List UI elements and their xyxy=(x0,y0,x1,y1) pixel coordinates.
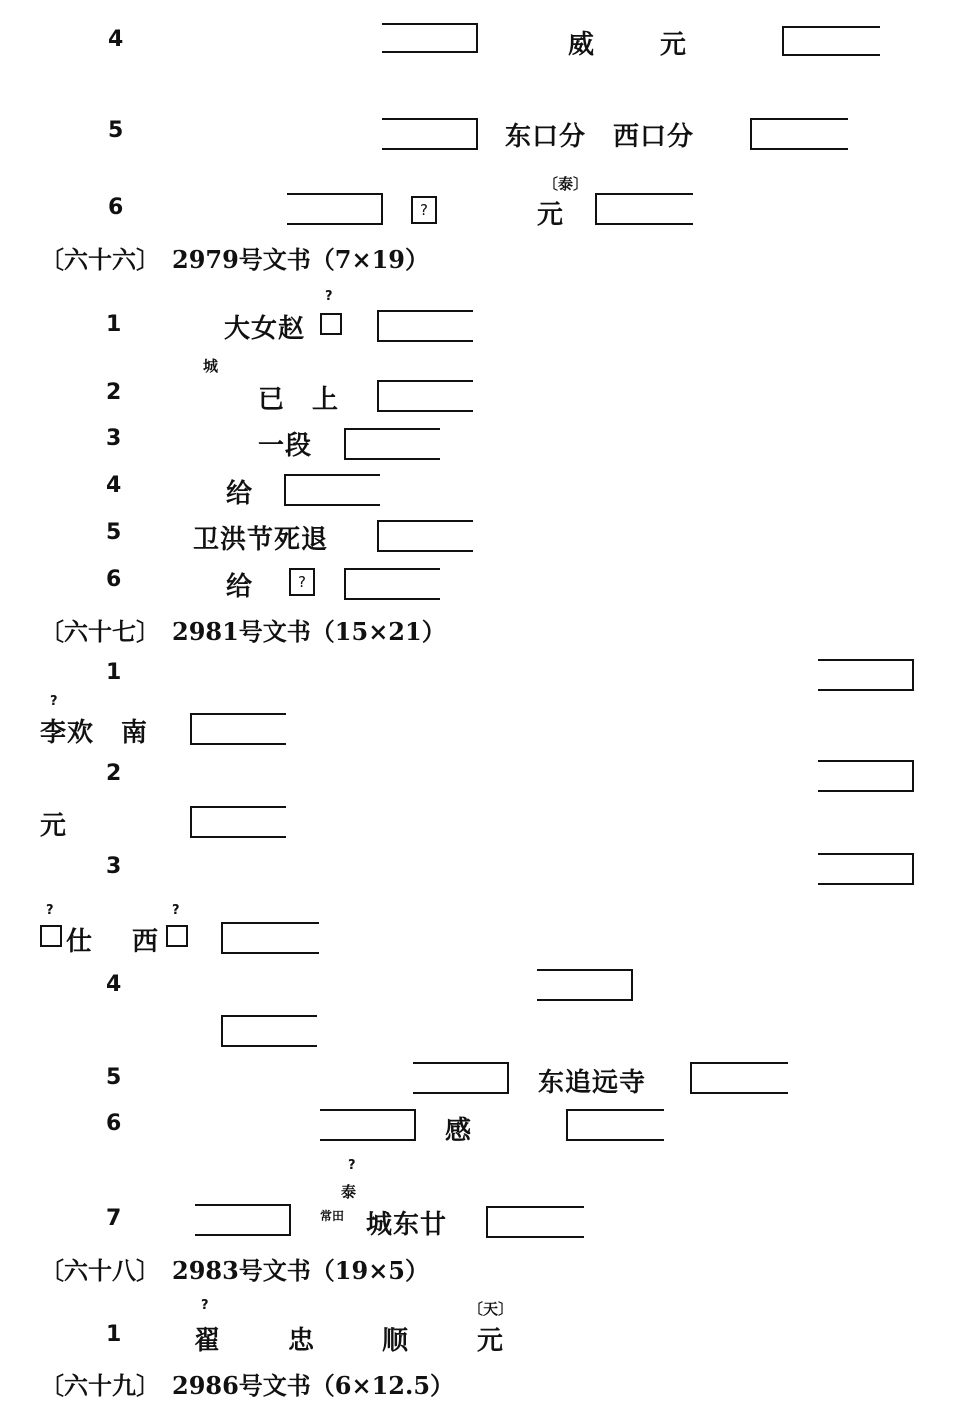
lacuna-mark xyxy=(221,922,319,954)
uncertain-char-box: ? xyxy=(289,568,315,596)
line-text: 东追远寺 xyxy=(538,1068,647,1098)
lacuna-mark xyxy=(195,1204,291,1236)
line-text: 元 xyxy=(40,811,68,841)
annotation: 〔天〕 xyxy=(468,1300,514,1318)
lacuna-mark xyxy=(750,118,848,150)
line-text: 一段 xyxy=(258,431,313,461)
line-number: 7 xyxy=(106,1206,122,1231)
document-heading: 〔六十八〕 2983号文书（19×5） xyxy=(40,1256,430,1285)
annotation: 泰 xyxy=(341,1183,357,1201)
small-annotation: 常田 xyxy=(320,1209,345,1223)
line-number: 5 xyxy=(108,118,124,143)
lacuna-mark xyxy=(818,659,914,691)
line-text: 给 xyxy=(226,572,254,602)
lacuna-mark xyxy=(320,1109,416,1141)
lacuna-mark xyxy=(537,969,633,1001)
line-text: 东口分 西口分 xyxy=(505,122,695,152)
document-heading: 〔六十九〕 2986号文书（6×12.5） xyxy=(40,1371,455,1400)
lacuna-mark xyxy=(382,118,478,150)
line-text: 已 上 xyxy=(258,385,340,415)
lacuna-mark xyxy=(413,1062,509,1094)
line-text: 城东廿 xyxy=(366,1210,448,1240)
line-text: 西 xyxy=(132,927,160,957)
missing-char-box xyxy=(166,925,188,947)
lacuna-mark xyxy=(344,428,440,460)
line-number: 2 xyxy=(106,380,122,405)
uncertain-mark: ? xyxy=(46,903,54,918)
lacuna-mark xyxy=(344,568,440,600)
line-number: 2 xyxy=(106,761,122,786)
line-text: 翟 xyxy=(194,1326,222,1356)
lacuna-mark xyxy=(287,193,383,225)
lacuna-mark xyxy=(377,380,473,412)
lacuna-mark xyxy=(818,760,914,792)
line-number: 4 xyxy=(108,27,124,52)
line-number: 4 xyxy=(106,473,122,498)
lacuna-mark xyxy=(486,1206,584,1238)
lacuna-mark xyxy=(190,806,286,838)
uncertain-mark: ? xyxy=(201,1298,209,1313)
line-number: 5 xyxy=(106,1065,122,1090)
annotation: 城 xyxy=(203,357,219,375)
line-text: 大女赵 xyxy=(224,314,306,344)
lacuna-mark xyxy=(595,193,693,225)
missing-char-box xyxy=(40,925,62,947)
missing-char-box xyxy=(320,313,342,335)
lacuna-mark xyxy=(221,1015,317,1047)
lacuna-mark xyxy=(818,853,914,885)
line-number: 6 xyxy=(106,1111,122,1136)
line-text: 李欢 南 xyxy=(40,718,149,748)
lacuna-mark xyxy=(284,474,380,506)
lacuna-mark xyxy=(190,713,286,745)
line-text: 元 xyxy=(660,30,688,60)
line-number: 1 xyxy=(106,312,122,337)
line-number: 5 xyxy=(106,520,122,545)
uncertain-mark: ? xyxy=(50,694,58,709)
lacuna-mark xyxy=(690,1062,788,1094)
lacuna-mark xyxy=(782,26,880,56)
line-text: 忠 xyxy=(288,1326,316,1356)
line-number: 3 xyxy=(106,854,122,879)
line-text: 元 xyxy=(537,200,565,230)
uncertain-char-box: ? xyxy=(411,196,437,224)
document-heading: 〔六十六〕 2979号文书（7×19） xyxy=(40,245,430,274)
line-text: 仕 xyxy=(66,927,94,957)
lacuna-mark xyxy=(377,310,473,342)
line-text: 卫洪节死退 xyxy=(193,525,329,555)
lacuna-mark xyxy=(566,1109,664,1141)
line-text: 威 xyxy=(568,30,596,60)
line-text: 顺 xyxy=(382,1326,410,1356)
line-number: 3 xyxy=(106,426,122,451)
uncertain-mark: ? xyxy=(172,903,180,918)
uncertain-mark: ? xyxy=(348,1158,356,1173)
line-text: 元 xyxy=(477,1326,505,1356)
line-number: 4 xyxy=(106,972,122,997)
uncertain-mark: ? xyxy=(325,289,333,304)
document-heading: 〔六十七〕 2981号文书（15×21） xyxy=(40,617,446,646)
line-number: 6 xyxy=(108,195,124,220)
line-text: 感 xyxy=(445,1116,473,1146)
line-number: 1 xyxy=(106,1322,122,1347)
line-text: 给 xyxy=(226,479,254,509)
annotation: 〔泰〕 xyxy=(543,175,589,193)
lacuna-mark xyxy=(382,23,478,53)
line-number: 1 xyxy=(106,660,122,685)
lacuna-mark xyxy=(377,520,473,552)
line-number: 6 xyxy=(106,567,122,592)
